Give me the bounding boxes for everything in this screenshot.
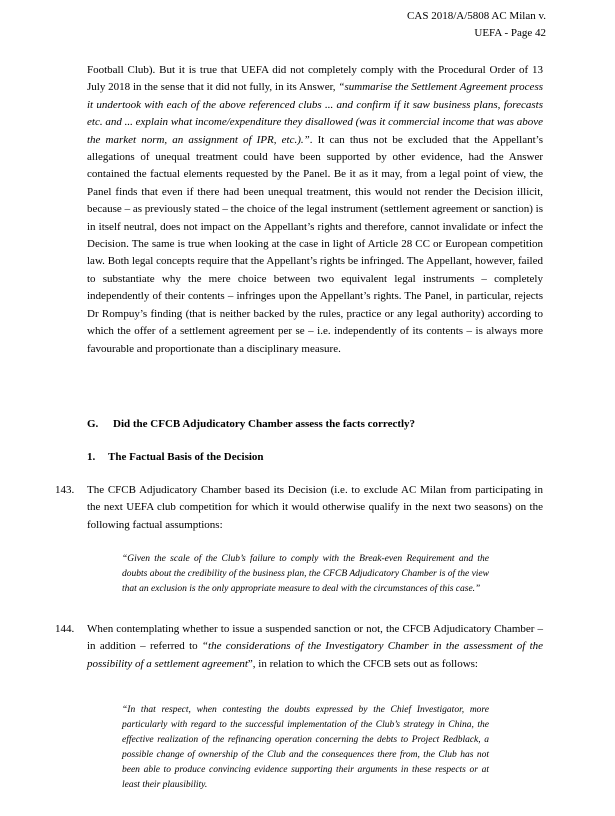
block-quote-144: “In that respect, when contesting the doubts expressed by the Chief Investigator, more particularly with regard to the successful implementation of the Club’s strategy in China, the effective realization of the refinancing operation concerning the debts to Project Redblack, a possible change of ownership of the Club and the consequences there from, the Club has not been able to produce convincing evidence supporting their arguments in these respects or at least their plausibility. xyxy=(122,705,489,790)
section-heading-title: Did the CFCB Adjudicatory Chamber assess the facts correctly? xyxy=(113,418,416,430)
subsection-heading-number: 1. xyxy=(87,451,96,463)
paragraph-144-post-quote-text: ”, in relation to which the CFCB sets out as follows: xyxy=(247,657,478,670)
section-heading-number: G. xyxy=(87,418,99,430)
section-heading-g xyxy=(87,416,415,433)
header-case-reference: CAS 2018/A/5808 AC Milan v. xyxy=(407,10,546,22)
header-page-number: UEFA - Page 42 xyxy=(474,27,546,40)
block-quote-143: “Given the scale of the Club’s failure to comply with the Break-even Requirement and the doubts about the credibility of the business plan, the CFCB Adjudicatory Chamber is of the view that an exclusion is the only appropriate measure to deal with the circumstances of this case.” xyxy=(122,554,489,594)
continuation-post-quote-text: . It can thus not be excluded that the Appellant’s allegations of unequal treatment could have been supported by other evidence, had the Answer contained the factual elements requested by the Panel. Be it as it may, from a legal point of view, the Panel finds that even if there had been unequal treatment, this would not render the Decision illicit, because – as previously stated – the choice of the legal instrument (settlement agreement or sanction) is in itself neutral, does not impact on the Appellant’s rights and therefore, cannot invalidate or infect the Decision. The same is true when looking at the case in light of Article 28 CC or European competition law. Both legal concepts require that the Appellant’s rights be infringed. The Appellant, however, failed to substantiate why the mere choice between two equivalent legal instruments – completely independently of their contents – infringes upon the Appellant’s rights. The Panel, in particular, rejects Dr Rompuy’s finding (that is neither backed by the rules, practice or any legal authority) according to which the offer of a settlement agreement per se – i.e. independently of its contents – is always more favourable and proportionate than a disciplinary measure. xyxy=(87,133,543,355)
subsection-heading-title: The Factual Basis of the Decision xyxy=(108,451,264,463)
continuation-inline-quotation: “summarise the Settlement Agreement process it undertook with each of the above referenced clubs ... and confirm if it saw business plans, forecasts etc. and ... explain what income/expenditure they disallowed (was it commercial income that was above the market norm, an assignment of IPR, etc.).” xyxy=(87,81,544,146)
continuation-pre-quote-text: Football Club). But it is true that UEFA did not completely comply with the Procedural Order of 13 July 2018 in the sense that it did not fully, in its Answer, xyxy=(87,64,543,94)
paragraph-143-text: The CFCB Adjudicatory Chamber based its Decision (i.e. to exclude AC Milan from participating in the next UEFA club competition for which it would otherwise qualify in the next two seasons) on the following factual assumptions: xyxy=(87,484,543,531)
paragraph-143-number: 143. xyxy=(55,484,75,496)
page-header xyxy=(407,8,546,43)
paragraph-144-text xyxy=(55,621,543,673)
paragraph-144-pre-quote-text: When contemplating whether to issue a suspended sanction or not, the CFCB Adjudicatory Chamber – in addition – referred to xyxy=(87,623,543,653)
numbered-paragraph-143 xyxy=(55,482,543,534)
numbered-paragraph-144 xyxy=(55,621,543,673)
paragraph-144-inline-quotation: “the considerations of the Investigatory Chamber in the assessment of the possibility of a settlement agreement xyxy=(87,640,544,670)
paragraph-144-number: 144. xyxy=(55,623,75,635)
subsection-heading-1 xyxy=(87,449,264,466)
paragraph-continuation xyxy=(87,62,543,358)
